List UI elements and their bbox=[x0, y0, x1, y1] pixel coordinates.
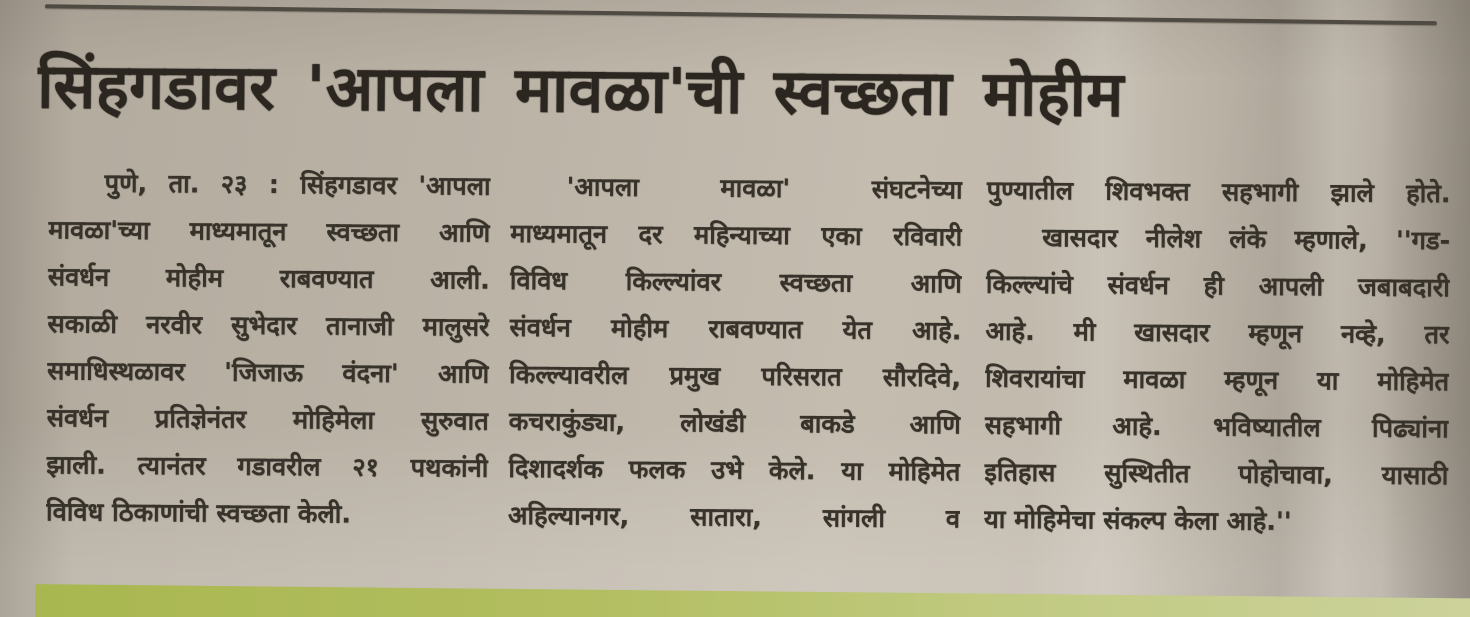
body-line: या मोहिमेचा संकल्प केला आहे.'' bbox=[983, 504, 1292, 538]
body-line: अहिल्यानगर, सातारा, सांगली व bbox=[507, 500, 961, 535]
body-line: संवर्धन प्रतिज्ञेनंतर मोहिमेला सुरुवात bbox=[46, 403, 489, 437]
body-line: समाधिस्थळावर 'जिजाऊ वंदना' आणि bbox=[46, 356, 490, 390]
top-rule bbox=[45, 4, 1437, 25]
headline: सिंहगडावर 'आपला मावळा'ची स्वच्छता मोहीम bbox=[37, 49, 1125, 131]
body-line: माध्यमातून दर महिन्याच्या एका रविवारी bbox=[510, 218, 963, 253]
column-1 bbox=[46, 160, 491, 539]
body-line: शिवरायांचा मावळा म्हणून या मोहिमेत bbox=[984, 363, 1450, 398]
body-line: खासदार नीलेश लंके म्हणाले, ''गड- bbox=[1042, 223, 1451, 257]
body-line: सकाळी नरवीर सुभेदार तानाजी मालुसरे bbox=[47, 309, 490, 343]
body-line: पुण्यातील शिवभक्त सहभागी झाले होते. bbox=[986, 175, 1451, 210]
body-line: मावळा'च्या माध्यमातून स्वच्छता आणि bbox=[48, 215, 491, 249]
body-line: 'आपला मावळा' संघटनेच्या bbox=[566, 172, 963, 206]
column-3 bbox=[984, 168, 1451, 548]
column-2 bbox=[508, 164, 963, 544]
body-line: दिशादर्शक फलक उभे केले. या मोहिमेत bbox=[508, 453, 961, 488]
bottom-highlight-band bbox=[35, 584, 1470, 617]
body-line: संवर्धन मोहीम राबवण्यात येत आहे. bbox=[509, 312, 962, 347]
body-line: सहभागी आहे. भविष्यातील पिढ्यांना bbox=[984, 410, 1449, 445]
body-line: इतिहास सुस्थितीत पोहोचावा, यासाठी bbox=[984, 457, 1449, 492]
body-line: झाली. त्यानंतर गडावरील २१ पथकांनी bbox=[46, 450, 489, 484]
body-line: पुणे, ता. २३ : सिंहगडावर 'आपला bbox=[104, 168, 491, 202]
body-line: किल्ल्यांचे संवर्धन ही आपली जबाबदारी bbox=[985, 269, 1450, 304]
body-line: किल्ल्यावरील प्रमुख परिसरात सौरदिवे, bbox=[508, 359, 962, 394]
body-line: विविध ठिकाणांची स्वच्छता केली. bbox=[45, 497, 352, 530]
body-line: विविध किल्ल्यांवर स्वच्छता आणि bbox=[509, 265, 962, 300]
body-line: आहे. मी खासदार म्हणून नव्हे, तर bbox=[985, 316, 1450, 351]
article-body bbox=[46, 160, 1451, 547]
body-line: संवर्धन मोहीम राबवण्यात आली. bbox=[47, 262, 490, 296]
body-line: कचराकुंड्या, लोखंडी बाकडे आणि bbox=[508, 406, 961, 441]
